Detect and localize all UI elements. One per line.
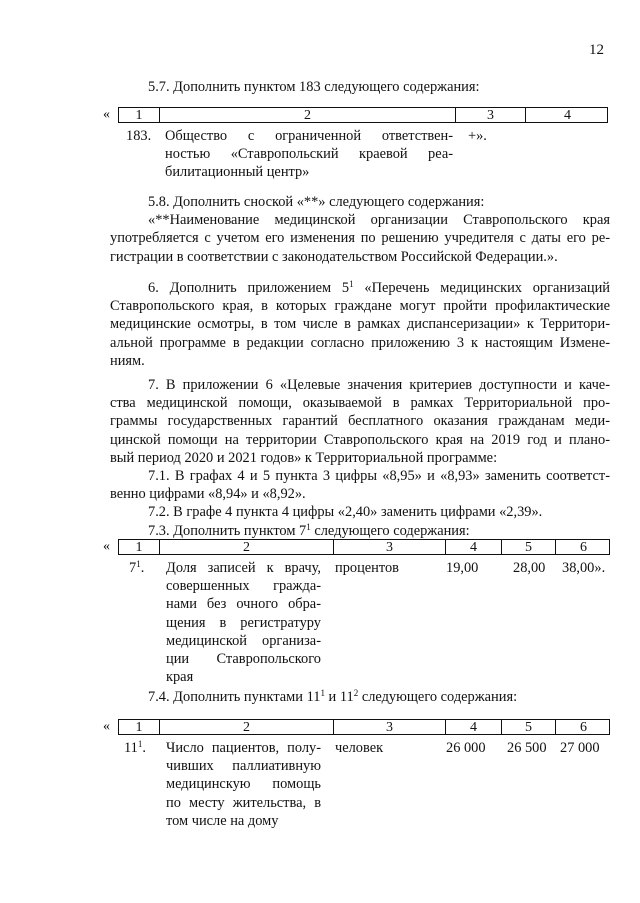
header-cell: 6 xyxy=(555,540,611,555)
header-cell: 6 xyxy=(555,720,611,735)
table-5-7-row-name: Общество с ограниченной ответствен- ностью «Ставропольский краевой реа- билитационный центр» xyxy=(165,128,453,181)
section-7-4: 7.4. Дополнить пунктами $11^1$ и $11^2$ следующего содержания: xyxy=(148,688,518,705)
table-7-4-row-value-5: 26 500 xyxy=(507,740,547,756)
section-6: 6. Дополнить приложением $5^1$ «Перечень медицинских организаций Ставропольского края, в которых граждане могут пройти профилактические медицинские осмотры, в том числе в рамках диспансеризации» к Территори- альной программе в редакции согласно приложению 3 к настоящим Измене- ниям. xyxy=(110,279,610,369)
table-7-3-row-unit: процентов xyxy=(335,560,399,576)
table-7-3-header xyxy=(118,539,610,555)
header-cell: 2 xyxy=(159,108,455,123)
table-7-3-row-number: $7^1$. xyxy=(129,559,145,576)
table-7-4-row-name: Число пациентов, полу- чивших паллиативную медицинскую помощь по месту жительства, в том числе на дому xyxy=(166,740,321,829)
header-cell: 5 xyxy=(501,720,555,735)
section-5-8: 5.8. Дополнить сноской «**» следующего содержания: «**Наименование медицинской организации Ставропольского края употребляется с учетом его изменения по решению учредителя с даты его ре- гистрации в соответствии с законодательством Российской Федерации.». xyxy=(110,194,610,265)
table-7-4-row-number: $11^1$. xyxy=(124,739,146,756)
header-cell: 3 xyxy=(455,108,525,123)
header-cell: 1 xyxy=(135,540,143,555)
header-cell: 2 xyxy=(159,540,333,555)
page-number: 12 xyxy=(589,42,604,58)
header-cell: 3 xyxy=(333,720,445,735)
table-5-7-header xyxy=(118,107,608,123)
table-7-3-row-value-4: 19,00 xyxy=(446,560,479,576)
header-cell: 5 xyxy=(501,540,555,555)
table-7-4-header xyxy=(118,719,610,735)
header-cell: 4 xyxy=(445,540,501,555)
header-cell: 2 xyxy=(159,720,333,735)
table-7-4-open-quote: « xyxy=(103,719,110,734)
header-cell: 1 xyxy=(135,108,143,123)
header-cell: 3 xyxy=(333,540,445,555)
header-cell: 4 xyxy=(445,720,501,735)
section-7: 7. В приложении 6 «Целевые значения критериев доступности и каче- ства медицинской помощи, оказываемой в рамках Территориальной про- граммы государственных гарантий бесплатного оказания гражданам меди- цинской помощи на территории Ставропольского края на 2019 год и плано- вый период 2020 и 2021 годов» к Территориальной программе: 7.1. В графах 4 и 5 пункта 3 цифры «8,95» и «8,93» заменить соответст- венно цифрами «8,94» и «8,92». 7.2. В графе 4 пункта 4 цифры «2,40» заменить цифрами «2,39». 7.3. Дополнить пунктом $7^1$ следующего содержания: xyxy=(110,377,610,539)
table-7-3-row-name: Доля записей к врачу, совершенных гражда- нами без очного обра- щения в регистратуру медицинской организа- ции Ставропольского края xyxy=(166,560,321,686)
table-7-4-row-value-6: 27 000 xyxy=(560,740,600,756)
table-7-4-row-unit: человек xyxy=(335,740,384,756)
table-5-7-row-col3: +». xyxy=(468,128,487,144)
section-5-7-heading: 5.7. Дополнить пунктом 183 следующего содержания: xyxy=(148,79,480,95)
table-7-3-row-value-6: 38,00». xyxy=(562,560,606,576)
header-cell: 4 xyxy=(525,108,609,123)
header-cell: 1 xyxy=(135,720,143,735)
table-7-3-open-quote: « xyxy=(103,539,110,554)
table-7-4-row-value-4: 26 000 xyxy=(446,740,486,756)
table-5-7-row-number: 183. xyxy=(126,128,152,144)
table-5-7-open-quote: « xyxy=(103,107,110,122)
table-7-3-row-value-5: 28,00 xyxy=(513,560,546,576)
